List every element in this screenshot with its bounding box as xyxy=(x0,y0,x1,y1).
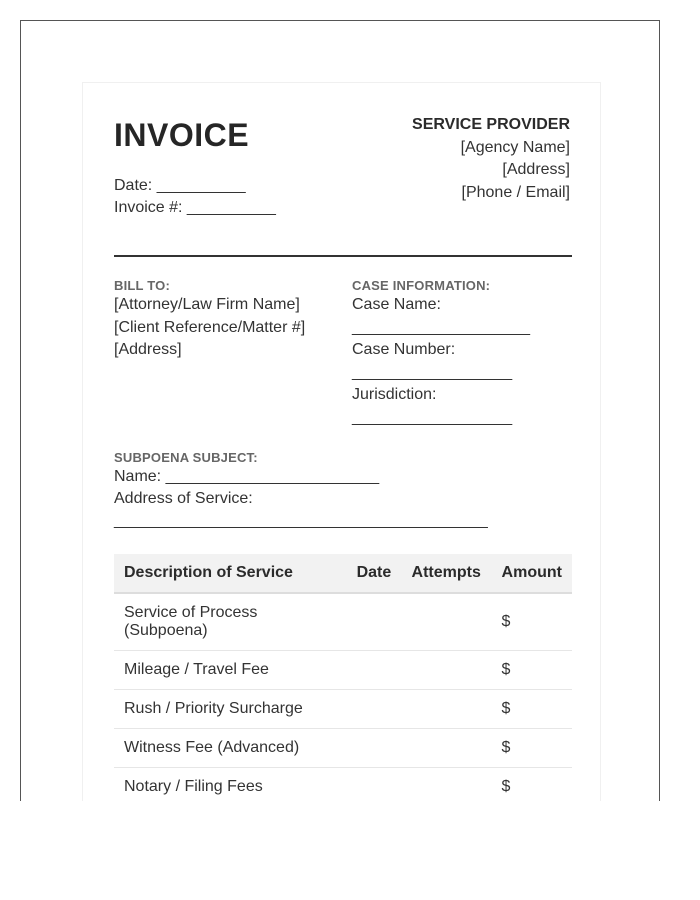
invoice-title: INVOICE xyxy=(114,117,250,153)
table-row xyxy=(114,651,572,690)
header-divider xyxy=(114,255,572,257)
row-amount: $ xyxy=(501,778,511,795)
case-name-label: Case Name: xyxy=(352,296,441,313)
bill-to-firm: [Attorney/Law Firm Name] xyxy=(114,296,300,313)
jurisdiction-label: Jurisdiction: xyxy=(352,386,437,403)
bill-to-block xyxy=(114,278,305,362)
subpoena-subject-label: SUBPOENA SUBJECT: xyxy=(114,450,258,465)
case-name-blank: ____________________ xyxy=(352,318,530,336)
agency-contact: [Phone / Email] xyxy=(461,183,570,201)
row-attempts xyxy=(402,768,492,802)
row-date xyxy=(347,768,402,802)
row-attempts xyxy=(402,729,492,768)
row-date xyxy=(347,651,402,690)
service-provider-heading: SERVICE PROVIDER xyxy=(412,116,570,133)
invoice-number-field: Invoice #: __________ xyxy=(114,199,276,216)
case-number-label: Case Number: xyxy=(352,341,456,358)
row-attempts xyxy=(402,593,492,651)
subpoena-subject-block xyxy=(114,450,488,532)
header-amount: Amount xyxy=(492,554,572,593)
services-table xyxy=(114,554,572,801)
case-number-blank: __________________ xyxy=(352,363,513,381)
agency-address: [Address] xyxy=(502,161,570,178)
bill-to-reference: [Client Reference/Matter #] xyxy=(114,318,306,336)
row-description: Mileage / Travel Fee xyxy=(114,651,347,690)
address-of-service-label: Address of Service: xyxy=(114,490,253,507)
bill-to-label: BILL TO: xyxy=(114,278,171,293)
bill-to-address: [Address] xyxy=(114,341,182,358)
row-date xyxy=(347,690,402,729)
row-date xyxy=(347,729,402,768)
row-amount: $ xyxy=(492,729,572,768)
invoice-page xyxy=(82,82,601,801)
table-row xyxy=(114,690,572,729)
header-date: Date xyxy=(347,554,402,593)
row-amount: $ xyxy=(492,651,572,690)
row-attempts xyxy=(402,690,492,729)
address-of-service-blank: __________________________________________ xyxy=(114,512,488,529)
table-row xyxy=(114,729,572,768)
table-row xyxy=(114,768,572,802)
row-description xyxy=(114,593,347,651)
document-frame xyxy=(20,20,660,801)
invoice-meta xyxy=(114,175,276,219)
row-amount: $ xyxy=(492,690,572,729)
row-description: Rush / Priority Surcharge xyxy=(114,690,347,729)
service-provider-block xyxy=(412,114,570,204)
row-attempts xyxy=(402,651,492,690)
jurisdiction-blank: __________________ xyxy=(352,408,513,426)
subject-name-field: Name: ________________________ xyxy=(114,468,380,485)
case-information-label: CASE INFORMATION: xyxy=(352,278,491,293)
row-description: Notary / Filing Fees xyxy=(124,778,263,795)
row-description-line: (Subpoena) xyxy=(124,622,208,639)
row-description-line: Service of Process xyxy=(124,604,258,621)
table-header-row xyxy=(114,554,572,593)
header-description: Description of Service xyxy=(114,554,347,593)
date-field: Date: __________ xyxy=(114,177,246,194)
table-row xyxy=(114,593,572,651)
row-description: Witness Fee (Advanced) xyxy=(114,729,347,768)
agency-name: [Agency Name] xyxy=(460,138,570,156)
header-attempts: Attempts xyxy=(402,554,492,593)
case-information-block xyxy=(352,278,530,429)
row-amount: $ xyxy=(492,593,572,651)
row-date xyxy=(347,593,402,651)
